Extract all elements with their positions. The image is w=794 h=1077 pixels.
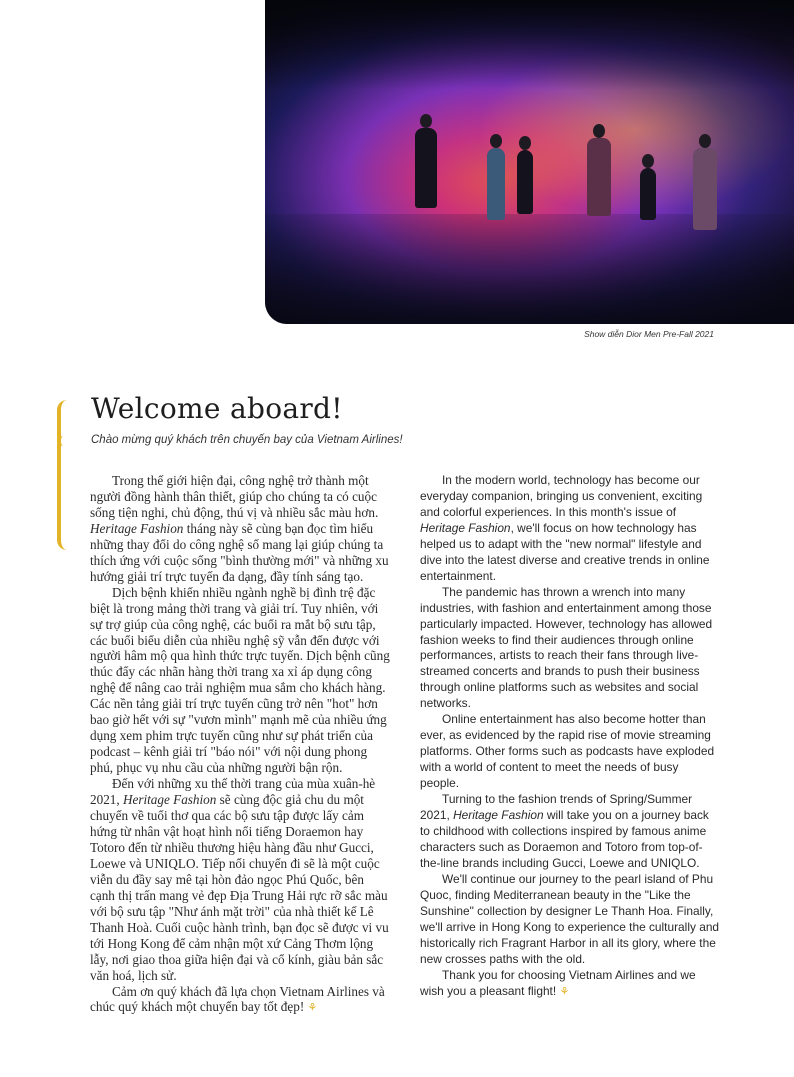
runway-model-silhouette (415, 128, 437, 208)
vi-paragraph: Đến với những xu thế thời trang của mùa xuân-hè 2021, Heritage Fashion sẽ cùng độc giả chu du một chuyến về tuổi thơ qua các bộ sưu tập được lấy cảm hứng từ nhân vật hoạt hình nổi tiếng Doraemon hay Totoro đến từ nhiều thương hiệu hàng đầu như Gucci, Loewe và UNIQLO. Tiếp nối chuyến đi sẽ là một cuộc viễn du đầy say mê tại hòn đảo ngọc Phú Quốc, bên cạnh thị trấn mang vẻ đẹp Địa Trung Hải rực rỡ sắc màu với bộ sưu tập "Như ánh mặt trời" của nhà thiết kế Lê Thanh Hoà. Cuối cuộc hành trình, bạn đọc sẽ được vi vu tới Hong Kong để cảm nhận một xứ Cảng Thơm lộng lẫy, nơi giao thoa giữa hiện đại và cổ kính, giàu bản sắc văn hoá, lịch sử. (90, 776, 389, 983)
runway-model-silhouette (487, 148, 505, 220)
lotus-icon: ⚘ (307, 1002, 318, 1015)
photo-caption: Show diễn Dior Men Pre-Fall 2021 (584, 329, 714, 339)
page-subtitle: Chào mừng quý khách trên chuyến bay của Vietnam Airlines! (91, 434, 403, 446)
runway-model-silhouette (693, 148, 717, 230)
en-paragraph: We'll continue our journey to the pearl island of Phu Quoc, finding Mediterranean beauty in the "Like the Sunshine" collection by designer Le Thanh Hoa. Finally, we'll arrive in Hong Kong to experience the culturally and historically rich Fragrant Harbor in all its glory, where the new crosses paths with the old. (420, 871, 720, 966)
en-paragraph: In the modern world, technology has become our everyday companion, bringing us convenient, exciting and colorful experiences. In this month's issue of Heritage Fashion, we'll focus on how technology has helped us to adapt with the "new normal" lifestyle and dive into the latest diverse and creative trends in online entertainment. (420, 473, 710, 583)
en-paragraph: Turning to the fashion trends of Spring/Summer 2021, Heritage Fashion will take you on a journey back to childhood with collections inspired by famous anime characters such as Doraemon and Totoro from top-of-the-line brands including Gucci, Loewe and UNIQLO. (420, 792, 709, 870)
vi-paragraph: Cảm ơn quý khách đã lựa chọn Vietnam Airlines và chúc quý khách một chuyến bay tốt đẹp! ⚘ (90, 983, 385, 1015)
english-column (420, 473, 720, 1000)
en-paragraph: The pandemic has thrown a wrench into many industries, with fashion and entertainment among those particularly impacted. However, technology has allowed fashion weeks to find their audiences through online performances, artists to reach their fans through live-streamed concerts and brands to push their business through online platforms such as websites and social networks. (420, 584, 713, 711)
page-title: Welcome aboard! (91, 392, 343, 425)
hero-dark-ceiling (265, 0, 794, 90)
lotus-icon: ⚘ (559, 985, 570, 998)
hero-photo (265, 0, 794, 324)
hero-reflective-floor (265, 214, 794, 324)
vi-paragraph: Dịch bệnh khiến nhiều ngành nghề bị đình trệ đặc biệt là trong mảng thời trang và giải trí. Tuy nhiên, với sự trợ giúp của công nghệ, các buổi ra mắt bộ sưu tập, các buổi biểu diễn của nhiều nghệ sỹ vẫn đến được với người hâm mộ qua hình thức trực tuyến. Dịch bệnh cũng thúc đẩy các nhãn hàng thời trang xa xỉ áp dụng công nghệ để nâng cao trải nghiệm mua sắm cho khách hàng. Các nền tảng giải trí trực tuyến cũng trở nên "hot" hơn bao giờ hết với sự "vươn mình" mạnh mẽ của nhiều ứng dụng xem phim trực tuyến cũng như sự phát triển của podcast – kênh giải trí "báo nói" với nội dung phong phú, phục vụ nhu cầu của những người bận rộn. (90, 584, 390, 776)
en-paragraph: Thank you for choosing Vietnam Airlines and we wish you a pleasant flight! ⚘ (420, 967, 696, 998)
runway-model-silhouette (587, 138, 611, 216)
runway-model-silhouette (640, 168, 656, 220)
runway-model-silhouette (517, 150, 533, 214)
en-paragraph: Online entertainment has also become hotter than ever, as evidenced by the rapid rise of movie streaming platforms. Other forms such as podcasts have exploded with a world of content to meet the needs of busy people. (420, 712, 715, 791)
vi-paragraph: Trong thế giới hiện đại, công nghệ trở thành một người đồng hành thân thiết, giúp cho chúng ta có cuộc sống tiện nghi, chủ động, thú vị và nhiều sắc màu hơn. Heritage Fashion tháng này sẽ cùng bạn đọc tìm hiểu những thay đổi do công nghệ số mang lại giúp chúng ta thích ứng với cuộc sống "bình thường mới" và những xu hướng giải trí trực tuyến đa dạng, đầy tính sáng tạo. (90, 473, 389, 584)
vietnamese-column (90, 473, 390, 1017)
decorative-brace (57, 400, 67, 550)
